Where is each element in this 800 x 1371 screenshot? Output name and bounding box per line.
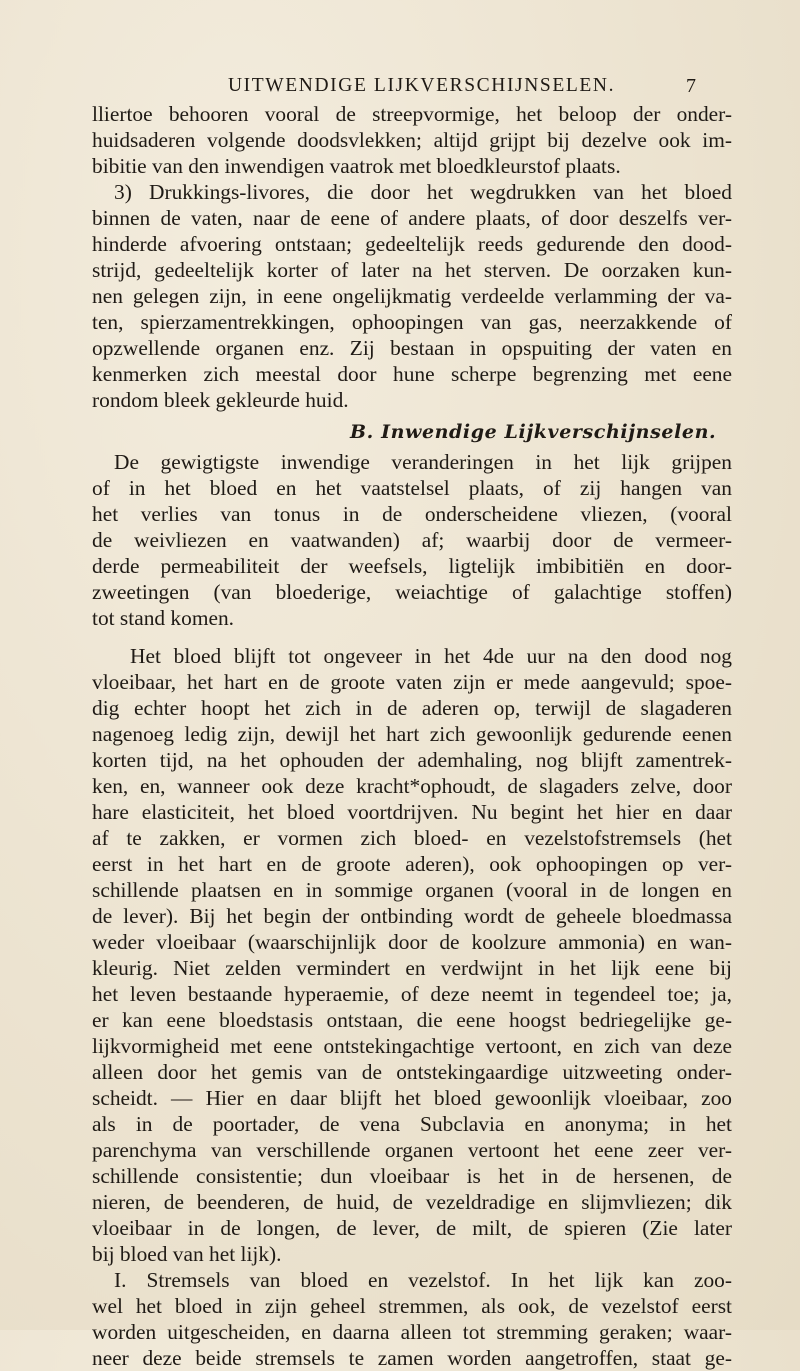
- text-line: bibitie van den inwendigen vaatrok met bloedkleurstof plaats.: [92, 154, 621, 178]
- text-line: het leven bestaande hyperaemie, of deze neemt in tegendeel toe; ja,: [92, 982, 732, 1006]
- text-line: vloeibaar in de longen, de lever, de milt, de spieren (Zie later: [92, 1216, 732, 1240]
- text-line: worden uitgescheiden, en daarna alleen tot stremming geraken; waar-: [92, 1320, 732, 1344]
- text-line: kenmerken zich meestal door hune scherpe begrenzing met eene: [92, 362, 732, 386]
- text-line: wel het bloed in zijn geheel stremmen, als ook, de vezelstof eerst: [92, 1294, 732, 1318]
- text-line: lliertoe behooren vooral de streepvormige, het beloop der onder-: [92, 102, 732, 126]
- text-line: eerst in het hart en de groote aderen), ook ophoopingen op ver-: [92, 852, 732, 876]
- text-line: parenchyma van verschillende organen vertoont het eene zeer ver-: [92, 1138, 732, 1162]
- text-line: het verlies van tonus in de onderscheidene vliezen, (vooral: [92, 502, 732, 526]
- paragraph-3: [92, 449, 732, 631]
- text-line: Het bloed blijft tot ongeveer in het 4de uur na den dood nog: [130, 644, 732, 668]
- text-line: er kan eene bloedstasis ontstaan, die eene hoogst bedriegelijke ge-: [92, 1008, 732, 1032]
- text-line: scheidt. — Hier en daar blijft het bloed gewoonlijk vloeibaar, zoo: [92, 1086, 732, 1110]
- text-line: lijkvormigheid met eene ontstekingachtige vertoont, en zich van deze: [92, 1034, 732, 1058]
- text-line: vloeibaar, het hart en de groote vaten zijn er mede aangevuld; spoe-: [92, 670, 732, 694]
- text-line: schillende plaatsen en in sommige organen (vooral in de longen en: [92, 878, 732, 902]
- text-line: zweetingen (van bloederige, weiachtige of galachtige stoffen): [92, 580, 732, 604]
- text-line: derde permeabiliteit der weefsels, ligtelijk imbibitiën en door-: [92, 554, 732, 578]
- page-number: 7: [686, 75, 696, 97]
- text-line: tot stand komen.: [92, 606, 234, 630]
- text-line: de lever). Bij het begin der ontbinding wordt de geheele bloedmassa: [92, 904, 732, 928]
- paragraph-1: [92, 101, 732, 179]
- text-line: ken, en, wanneer ook deze kracht*ophoudt, de slagaders zelve, door: [92, 774, 732, 798]
- text-line: als in de poortader, de vena Subclavia en anonyma; in het: [92, 1112, 732, 1136]
- text-line: De gewigtigste inwendige veranderingen in het lijk grijpen: [114, 450, 732, 474]
- text-line: neer deze beide stremsels te zamen worden aangetroffen, staat ge-: [92, 1346, 732, 1370]
- text-line: I. Stremsels van bloed en vezelstof. In het lijk kan zoo-: [114, 1268, 732, 1292]
- text-line: nieren, de beenderen, de huid, de vezeldradige en slijmvliezen; dik: [92, 1190, 732, 1214]
- text-line: strijd, gedeeltelijk korter of later na het sterven. De oorzaken kun-: [92, 258, 732, 282]
- paragraph-spacer: [92, 631, 732, 643]
- text-line: dig echter hoopt het zich in de aderen op, terwijl de slagaderen: [92, 696, 732, 720]
- text-line: huidsaderen volgende doodsvlekken; altijd grijpt bij dezelve ook im-: [92, 128, 732, 152]
- text-line: ten, spierzamentrekkingen, ophoopingen van gas, neerzakkende of: [92, 310, 732, 334]
- text-line: of in het bloed en het vaatstelsel plaats, of zij hangen van: [92, 476, 732, 500]
- text-line: hare elasticiteit, het bloed voortdrijven. Nu begint het hier en daar: [92, 800, 732, 824]
- text-line: rondom bleek gekleurde huid.: [92, 388, 349, 412]
- text-line: hinderde afvoering ontstaan; gedeeltelijk reeds gedurende den dood-: [92, 232, 732, 256]
- body-text: [92, 101, 732, 1371]
- text-line: nen gelegen zijn, in eene ongelijkmatig verdeelde verlamming der va-: [92, 284, 732, 308]
- text-line: opzwellende organen enz. Zij bestaan in opspuiting der vaten en: [92, 336, 732, 360]
- text-line: de weivliezen en vaatwanden) af; waarbij door de vermeer-: [92, 528, 732, 552]
- text-line: nagenoeg ledig zijn, dewijl het hart zich gewoonlijk gedurende eenen: [92, 722, 732, 746]
- text-line: af te zakken, er vormen zich bloed- en vezelstofstremsels (het: [92, 826, 732, 850]
- text-line: binnen de vaten, naar de eene of andere plaats, of door deszelfs ver-: [92, 206, 732, 230]
- text-line: 3) Drukkings-livores, die door het wegdrukken van het bloed: [114, 180, 732, 204]
- paragraph-4: [92, 643, 732, 1267]
- paragraph-2: [92, 179, 732, 413]
- running-title: UITWENDIGE LIJKVERSCHIJNSELEN.: [228, 75, 616, 96]
- text-line: korten tijd, na het ophouden der ademhaling, nog blijft zamentrek-: [92, 748, 732, 772]
- paragraph-5: [92, 1267, 732, 1371]
- section-heading: B. Inwendige Lijkverschijnselen.: [350, 421, 717, 443]
- text-line: alleen door het gemis van de ontstekingaardige uitzweeting onder-: [92, 1060, 732, 1084]
- text-line: bij bloed van het lijk).: [92, 1242, 282, 1266]
- text-line: kleurig. Niet zelden vermindert en verdwijnt in het lijk eene bij: [92, 956, 732, 980]
- text-line: schillende consistentie; dun vloeibaar is het in de hersenen, de: [92, 1164, 732, 1188]
- text-line: weder vloeibaar (waarschijnlijk door de koolzure ammonia) en wan-: [92, 930, 732, 954]
